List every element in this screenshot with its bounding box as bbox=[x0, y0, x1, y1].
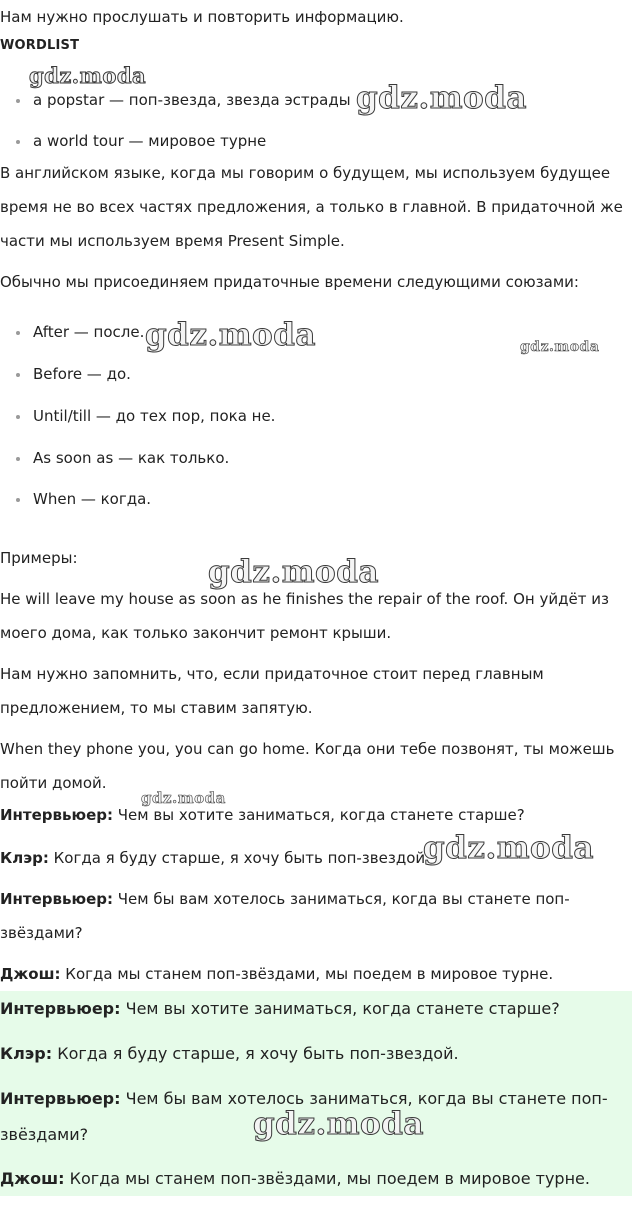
conjunction-item: After — после. bbox=[33, 323, 145, 341]
wordlist-heading: WORDLIST bbox=[0, 38, 80, 53]
line-text: Чем вы хотите заниматься, когда станете старше? bbox=[113, 806, 525, 824]
wordlist-item: a popstar — поп-звезда, звезда эстрады bbox=[33, 91, 351, 109]
watermark-logo: gdz.moda bbox=[356, 80, 527, 116]
watermark-logo: gdz.moda bbox=[29, 63, 147, 88]
answer-line bbox=[0, 999, 560, 1018]
conjunctions-intro: Обычно мы присоединяем придаточные времени следующими союзами: bbox=[0, 273, 579, 291]
conjunction-item: As soon as — как только. bbox=[33, 449, 230, 467]
rule-paragraph: В английском языке, когда мы говорим о будущем, мы используем будущее время не во всех частях предложения, а только в главной. В придаточной же части мы используем время Present Simple. bbox=[0, 164, 623, 250]
watermark-logo: gdz.moda bbox=[141, 789, 226, 807]
example-2: When they phone you, you can go home. Когда они тебе позвонят, ты можешь пойти домой. bbox=[0, 740, 615, 792]
dialogue-line bbox=[0, 965, 553, 983]
answer-box bbox=[0, 991, 632, 1196]
conjunction-item: When — когда. bbox=[33, 490, 152, 508]
line-text: Чем бы вам хотелось заниматься, когда вы станете поп- bbox=[113, 890, 570, 908]
speaker: Интервьюер: bbox=[0, 999, 121, 1018]
dialogue-line bbox=[0, 924, 83, 942]
watermark-logo: gdz.moda bbox=[520, 339, 600, 355]
conjunction-item: Before — до. bbox=[33, 365, 131, 383]
speaker: Интервьюер: bbox=[0, 1089, 121, 1108]
line-text: Когда я буду старше, я хочу быть поп-звездой. bbox=[52, 1044, 459, 1063]
intro-text: Нам нужно прослушать и повторить информацию. bbox=[0, 8, 404, 26]
answer-line bbox=[0, 1044, 459, 1063]
speaker: Интервьюер: bbox=[0, 806, 113, 824]
watermark-logo: gdz.moda bbox=[423, 830, 594, 866]
speaker: Интервьюер: bbox=[0, 890, 113, 908]
dialogue-line bbox=[0, 890, 570, 908]
dialogue-line bbox=[0, 849, 430, 867]
line-text: Когда мы станем поп-звёздами, мы поедем в мировое турне. bbox=[60, 965, 554, 983]
watermark-logo: gdz.moda bbox=[253, 1106, 424, 1142]
comma-rule: Нам нужно запомнить, что, если придаточное стоит перед главным предложением, то мы ставим запятую. bbox=[0, 665, 544, 717]
dialogue-line bbox=[0, 806, 525, 824]
answer-line bbox=[0, 1169, 590, 1188]
line-text: Когда я буду старше, я хочу быть поп-звездой. bbox=[48, 849, 430, 867]
speaker: Джош: bbox=[0, 965, 61, 983]
conjunction-item: Until/till — до тех пор, пока не. bbox=[33, 407, 276, 425]
wordlist-item: a world tour — мировое турне bbox=[33, 132, 267, 150]
line-text: Когда мы станем поп-звёздами, мы поедем в мировое турне. bbox=[64, 1169, 590, 1188]
watermark-logo: gdz.moda bbox=[145, 317, 316, 353]
speaker: Клэр: bbox=[0, 849, 49, 867]
line-text: Чем вы хотите заниматься, когда станете старше? bbox=[120, 999, 560, 1018]
example-1: He will leave my house as soon as he finishes the repair of the roof. Он уйдёт из моего дома, как только закончит ремонт крыши. bbox=[0, 590, 609, 642]
line-text: звёздами? bbox=[0, 924, 83, 942]
line-text: Чем бы вам хотелось заниматься, когда вы станете поп- bbox=[120, 1089, 608, 1108]
examples-label: Примеры: bbox=[0, 549, 78, 567]
answer-line bbox=[0, 1125, 88, 1144]
speaker: Клэр: bbox=[0, 1044, 53, 1063]
watermark-logo: gdz.moda bbox=[208, 554, 379, 590]
line-text: звёздами? bbox=[0, 1125, 89, 1144]
speaker: Джош: bbox=[0, 1169, 65, 1188]
